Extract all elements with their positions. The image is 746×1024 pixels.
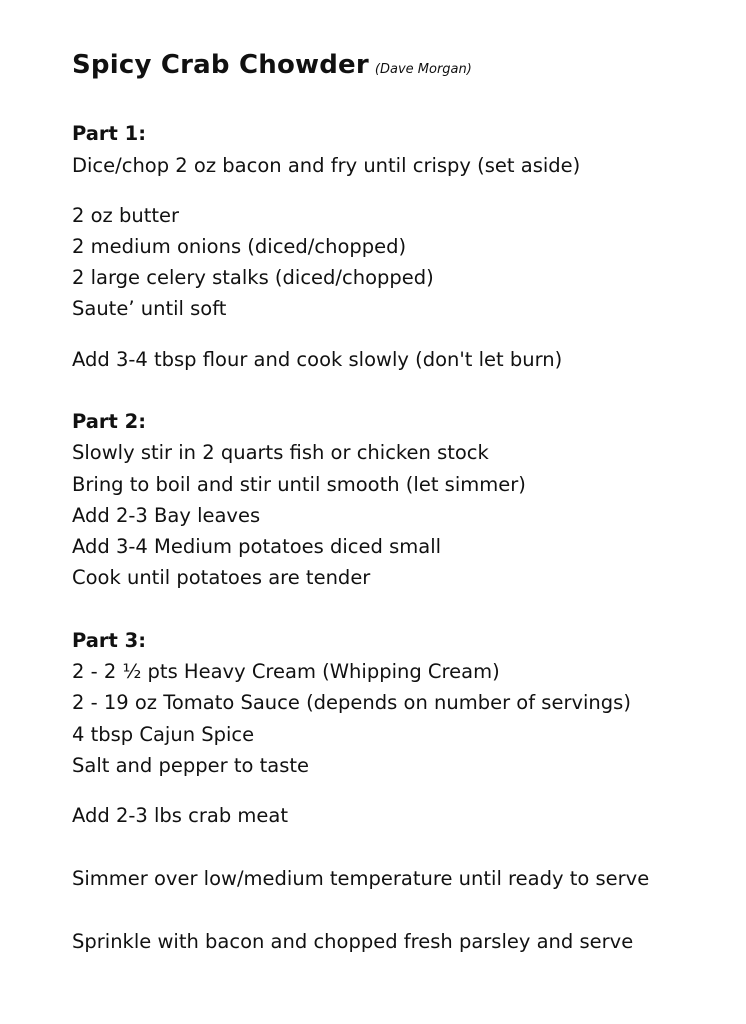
part3-line: Add 2-3 lbs crab meat [72,804,289,827]
part2-heading: Part 2: [72,410,147,433]
part3-line: Salt and pepper to taste [72,754,309,777]
part2-line: Add 3-4 Medium potatoes diced small [72,535,442,558]
part1-line: Dice/chop 2 oz bacon and fry until crispy (set aside) [72,154,581,177]
part3-heading: Part 3: [72,629,147,652]
part2-line: Add 2-3 Bay leaves [72,504,261,527]
part2-line: Slowly stir in 2 quarts fish or chicken stock [72,441,489,464]
part1-line: Saute’ until soft [72,297,227,320]
part1-heading: Part 1: [72,122,147,145]
title-line [72,50,472,80]
part3-line: Simmer over low/medium temperature until ready to serve [72,867,650,890]
part2-line: Bring to boil and stir until smooth (let simmer) [72,473,526,496]
part3-line: 2 - 2 ½ pts Heavy Cream (Whipping Cream) [72,660,500,683]
part3-line: 4 tbsp Cajun Spice [72,723,255,746]
part1-line: 2 medium onions (diced/chopped) [72,235,407,258]
recipe-author: (Dave Morgan) [374,62,472,77]
part2-line: Cook until potatoes are tender [72,566,371,589]
part3-line: Sprinkle with bacon and chopped fresh parsley and serve [72,930,634,953]
part3-line: 2 - 19 oz Tomato Sauce (depends on number of servings) [72,691,631,714]
part1-line: 2 large celery stalks (diced/chopped) [72,266,434,289]
part1-line: Add 3-4 tbsp flour and cook slowly (don't let burn) [72,348,563,371]
part1-line: 2 oz butter [72,204,180,227]
recipe-title: Spicy Crab Chowder [72,50,369,80]
